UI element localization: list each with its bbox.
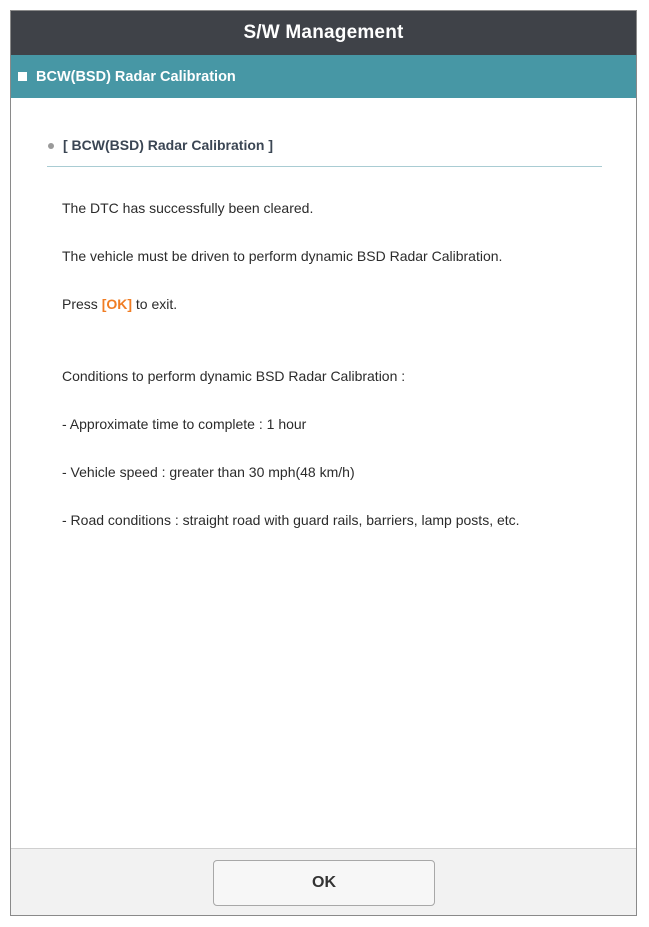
press-ok-prefix: Press (62, 296, 102, 312)
content-subheader (47, 137, 602, 167)
subheader-label: [ BCW(BSD) Radar Calibration ] (63, 137, 273, 153)
section-header (11, 55, 636, 98)
conditions-title: Conditions to perform dynamic BSD Radar Calibration : (62, 368, 406, 384)
ok-button[interactable]: OK (213, 860, 435, 906)
press-ok-suffix: to exit. (132, 296, 178, 312)
message-line-press-ok (62, 296, 177, 312)
ok-key-highlight: [OK] (101, 296, 133, 312)
bullet-dot-icon (48, 143, 54, 149)
section-title: BCW(BSD) Radar Calibration (36, 68, 236, 85)
condition-item-time: - Approximate time to complete : 1 hour (62, 416, 307, 432)
dialog-window (10, 10, 637, 916)
message-line-drive-required: The vehicle must be driven to perform dynamic BSD Radar Calibration. (62, 248, 503, 264)
dialog-footer (11, 848, 636, 915)
title-bar (11, 11, 636, 55)
condition-item-road: - Road conditions : straight road with guard rails, barriers, lamp posts, etc. (62, 512, 520, 528)
message-line-dtc-cleared: The DTC has successfully been cleared. (62, 200, 314, 216)
square-icon (18, 72, 27, 81)
window-title: S/W Management (243, 22, 404, 43)
condition-item-speed: - Vehicle speed : greater than 30 mph(48 km/h) (62, 464, 355, 480)
